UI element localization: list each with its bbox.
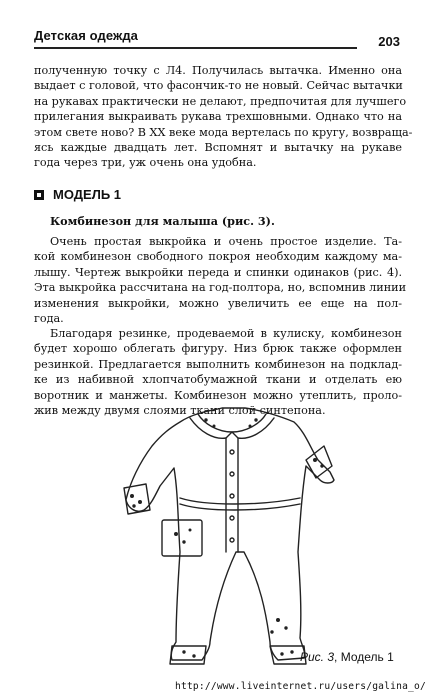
text-line: года через три, уж очень она удобна.: [34, 156, 257, 170]
baby-overall-illustration: [110, 402, 370, 670]
header-rule: [34, 47, 357, 49]
figure-title: , Модель 1: [334, 650, 394, 664]
text-line: резинкой. Предлагается выполнить комбинезон на подклад-: [34, 357, 402, 371]
text-line: Благодаря резинке, продеваемой в кулиску, комбинезон: [50, 327, 402, 340]
section-title: МОДЕЛЬ 1: [53, 187, 122, 202]
text-line: изменения выкройки, можно увеличить ее еще на пол-: [34, 296, 402, 310]
text-line: жив между двумя слоями ткани слой синтепона.: [34, 404, 326, 418]
figure-caption: [300, 650, 394, 664]
text-line: этом свете ново? В XX веке мода вертелась по кругу, возвраща-: [34, 125, 413, 139]
text-line: лышу. Чертеж выкройки переда и спинки одинаков (рис. 4).: [34, 265, 402, 279]
text-line: года.: [34, 312, 64, 326]
section-subtitle: Комбинезон для малыша (рис. 3).: [50, 214, 275, 228]
text-line: воротник и манжеты. Комбинезон можно утеплить, проло-: [34, 388, 402, 402]
text-line: Эта выкройка рассчитана на год-полтора, но, вспомнив линии: [34, 281, 407, 295]
chapter-title: Детская одежда: [34, 28, 139, 43]
section-heading: [34, 187, 121, 202]
running-header: [34, 28, 400, 50]
text-line: полученную точку с Л4. Получилась вытачка. Именно она: [34, 64, 402, 77]
text-line: выдает с головой, что фасончик-то не новый. Сейчас вытачки: [34, 79, 403, 93]
text-line: кой комбинезон свободного покроя необходим каждому ма-: [34, 250, 402, 264]
intro-paragraph: [34, 63, 413, 171]
square-bullet-icon: [34, 190, 44, 200]
text-line: ясь каждые двадцать лет. Вспомнят и вытачку на рукаве: [34, 141, 402, 155]
page-number: 203: [378, 34, 400, 49]
text-line: прилегания выкраивать рукава трехшовными. Однако что на: [34, 110, 402, 124]
text-line: на рукавах практически не делают, предпочитая для лучшего: [34, 94, 407, 108]
text-line: будет хорошо облегать фигуру. Низ брюк также оформлен: [34, 342, 402, 356]
figure-label: Рис. 3: [300, 650, 335, 664]
text-line: ке из набивной хлопчатобумажной ткани и отделать ею: [34, 373, 402, 387]
source-url: http://www.liveinternet.ru/users/galina_o/: [175, 681, 426, 692]
paragraph-1: [34, 234, 407, 326]
text-line: Очень простая выкройка и очень простое изделие. Та-: [50, 235, 402, 248]
